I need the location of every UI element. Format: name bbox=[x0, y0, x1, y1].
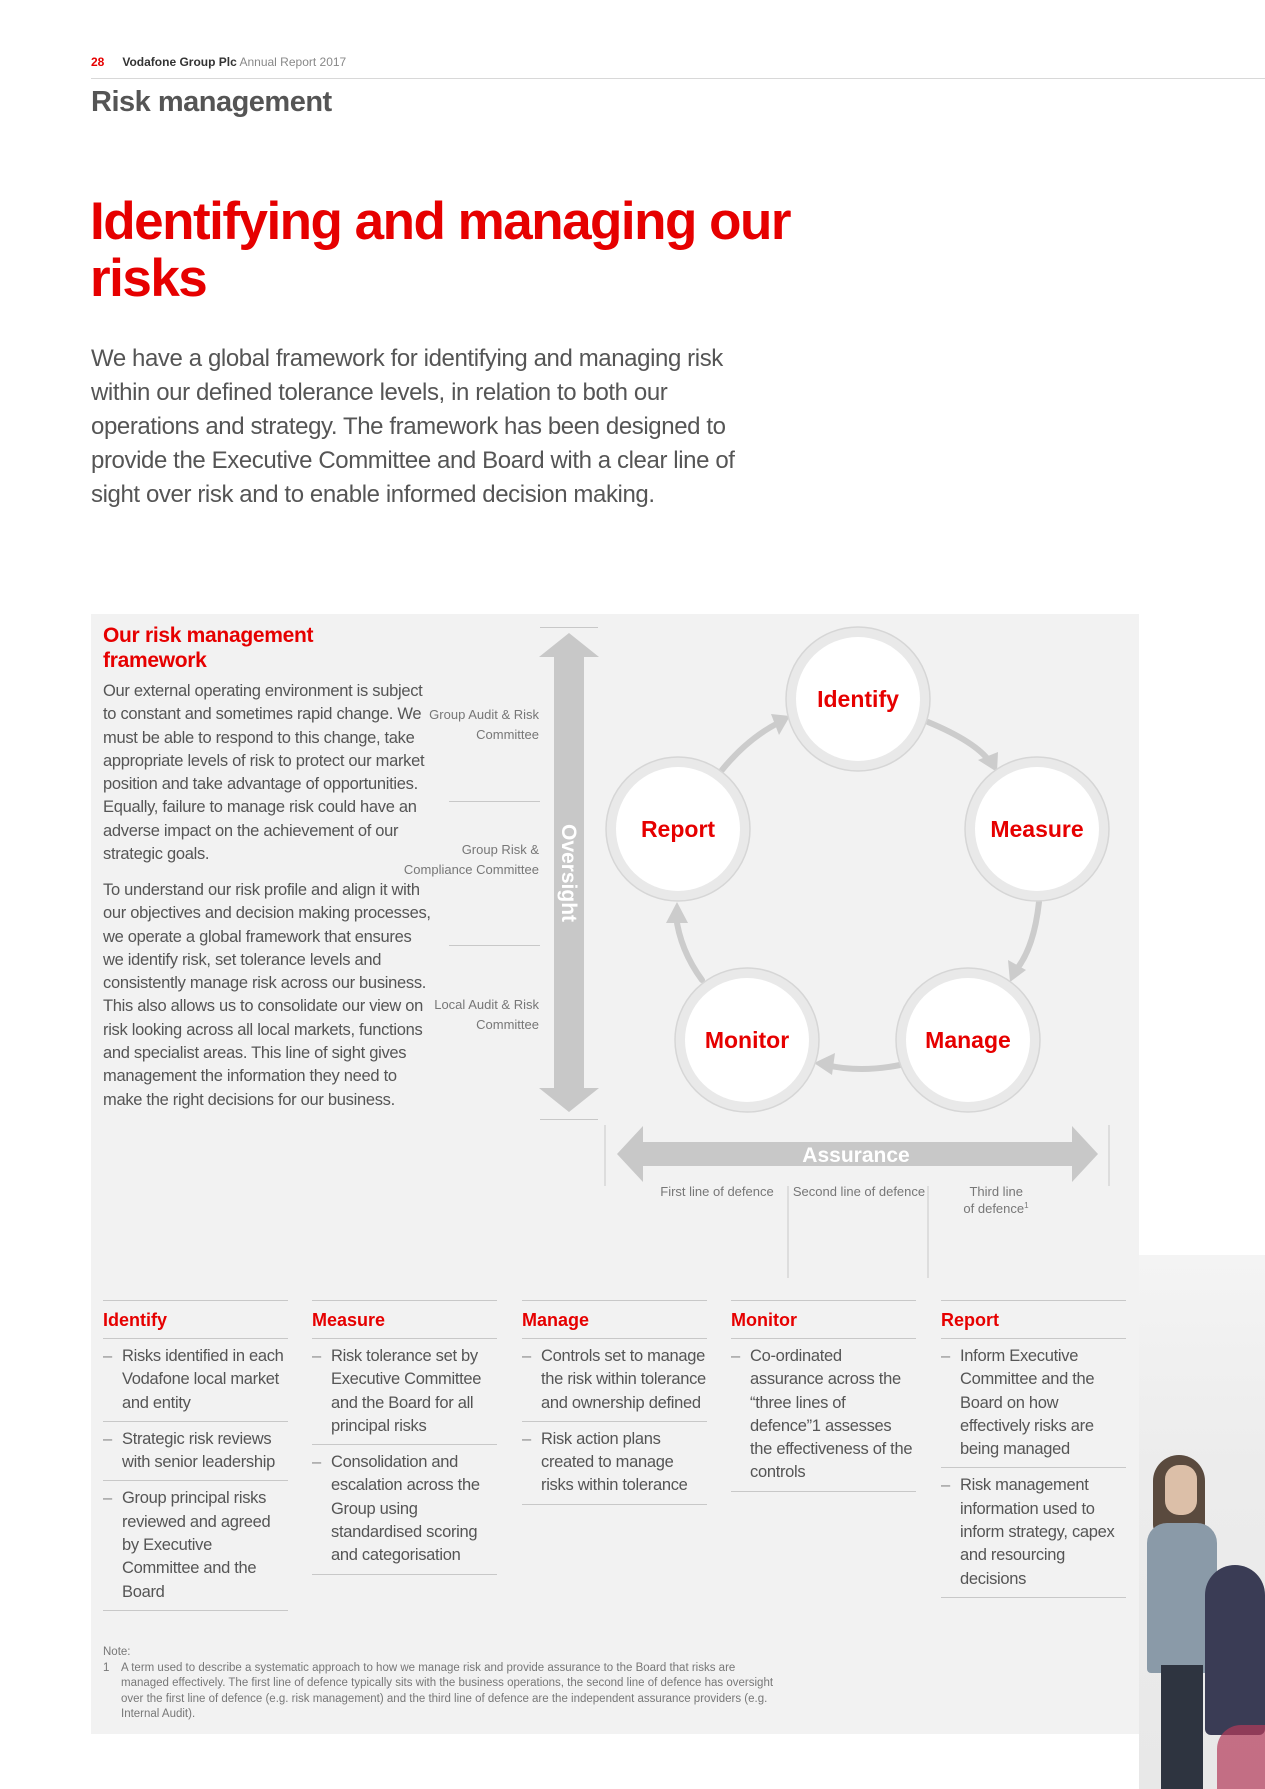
oversight-label: Oversight bbox=[557, 823, 580, 923]
page-number: 28 bbox=[91, 55, 105, 69]
stage-monitor bbox=[675, 968, 819, 1112]
committee-local-audit: Local Audit & Risk Committee bbox=[434, 997, 539, 1032]
committee-group-risk: Group Risk & Compliance Committee bbox=[403, 842, 539, 877]
section-title: Risk management bbox=[91, 86, 332, 118]
third-line-superscript: 1 bbox=[1024, 1201, 1029, 1210]
stage-measure bbox=[965, 757, 1109, 901]
footnote-number: 1 bbox=[103, 1661, 110, 1674]
assurance-label: Assurance bbox=[802, 1144, 910, 1167]
stage-label-identify: Identify bbox=[817, 686, 899, 712]
stage-label-manage: Manage bbox=[925, 1027, 1011, 1053]
list-item: – Risk management information used to inform strategy, capex and resourcing decisions bbox=[941, 1467, 1126, 1597]
framework-paragraph-2: To understand our risk profile and align it with our objectives and decision making processes, we operate a global framework that ensures we identify risk, set tolerance levels and consistently manage risk across our business. This also allows us to consolidate our view on risk looking across all local markets, functions and specialist areas. This line of sight gives management the information they need to make the right decisions for our business. bbox=[103, 881, 431, 1109]
column-monitor bbox=[731, 1300, 916, 1492]
second-line-label: Second line of defence bbox=[792, 1184, 926, 1199]
lead-paragraph: We have a global framework for identifying and managing risk within our defined tolerance levels, in relation to both our operations and strategy. The framework has been designed to provide the Executive Committee and Board with a clear line of sight over risk and to enable informed decision making. bbox=[91, 345, 735, 508]
column-title: Monitor bbox=[731, 1300, 916, 1338]
report-name: Annual Report 2017 bbox=[236, 55, 347, 69]
column-title: Measure bbox=[312, 1300, 497, 1338]
stage-report bbox=[606, 757, 750, 901]
committee-group-audit: Group Audit & Risk Committee bbox=[429, 707, 539, 742]
footnote bbox=[103, 1645, 783, 1723]
assurance-arrow bbox=[605, 1125, 1109, 1186]
stage-label-measure: Measure bbox=[990, 816, 1084, 842]
framework-paragraph-1: Our external operating environment is subject to constant and sometimes rapid change. We must be able to respond to this change, take appropriate levels of risk to protect our market position and take advantage of opportunities. Equally, failure to manage risk could have an adverse impact on the achievement of our strategic goals. bbox=[103, 682, 425, 864]
column-title: Report bbox=[941, 1300, 1126, 1338]
framework-title: Our risk management framework bbox=[103, 624, 314, 672]
footnote-text: A term used to describe a systematic approach to how we manage risk and provide assurance to the Board that risks are managed effectively. The first line of defence typically sits with the business operations, the second line of defence has oversight over the first line of defence (e.g. risk management) and the third line of defence are the independent assurance providers (e.g. Internal Audit). bbox=[121, 1661, 774, 1720]
list-item: – Controls set to manage the risk within tolerance and ownership defined bbox=[522, 1338, 707, 1421]
stage-identify bbox=[786, 627, 930, 771]
footnote-label: Note: bbox=[103, 1646, 131, 1658]
list-item: – Consolidation and escalation across the Group using standardised scoring and categorisation bbox=[312, 1444, 497, 1574]
stage-label-report: Report bbox=[640, 816, 716, 842]
stage-label-monitor: Monitor bbox=[704, 1027, 790, 1053]
column-title: Manage bbox=[522, 1300, 707, 1338]
company-name: Vodafone Group Plc bbox=[122, 55, 237, 69]
list-item: – Risk action plans created to manage risks within tolerance bbox=[522, 1421, 707, 1505]
third-line-label bbox=[963, 1184, 1029, 1216]
defence-lines bbox=[660, 1184, 1029, 1278]
column-measure bbox=[312, 1300, 497, 1575]
stage-manage bbox=[896, 968, 1040, 1112]
list-item: – Inform Executive Committee and the Board on how effectively risks are being managed bbox=[941, 1338, 1126, 1467]
list-item: – Co-ordinated assurance across the “three lines of defence”1 assesses the effectiveness of the controls bbox=[731, 1338, 916, 1492]
third-line-label-2: of defence bbox=[963, 1201, 1025, 1216]
page-headline: Identifying and managing our risks bbox=[90, 192, 790, 308]
list-item: – Group principal risks reviewed and agreed by Executive Committee and the Board bbox=[103, 1480, 288, 1610]
shop-photo bbox=[1139, 1255, 1265, 1789]
first-line-label: First line of defence bbox=[660, 1184, 774, 1199]
list-item: – Strategic risk reviews with senior leadership bbox=[103, 1421, 288, 1481]
column-title: Identify bbox=[103, 1300, 288, 1338]
column-manage bbox=[522, 1300, 707, 1505]
footnote-1 bbox=[103, 1661, 783, 1723]
third-line-label-1: Third line bbox=[969, 1184, 1023, 1199]
oversight-arrow bbox=[539, 633, 599, 1112]
list-item: – Risks identified in each Vodafone local market and entity bbox=[103, 1338, 288, 1421]
list-item: – Risk tolerance set by Executive Committee and the Board for all principal risks bbox=[312, 1338, 497, 1444]
column-identify bbox=[103, 1300, 288, 1611]
column-report bbox=[941, 1300, 1126, 1598]
